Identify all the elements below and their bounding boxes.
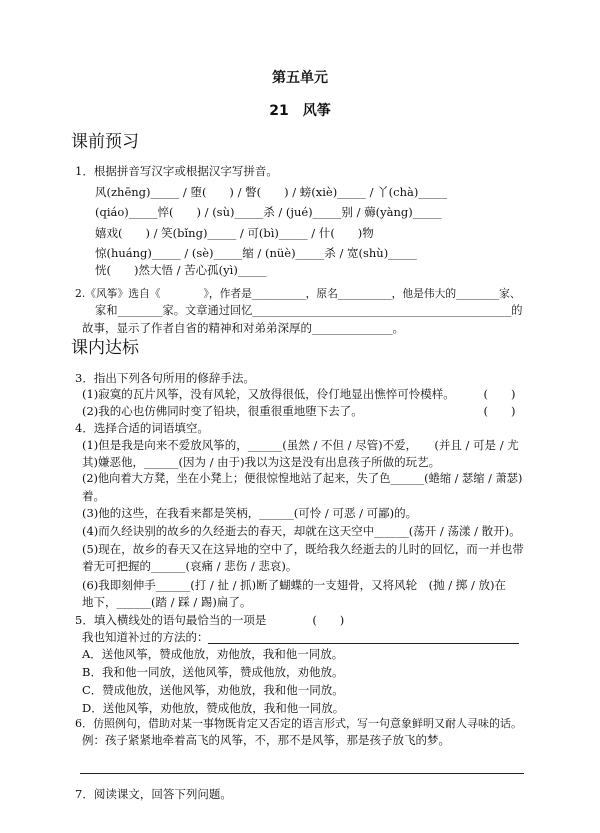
- question-5-stem: 5．填入横线处的语句最恰当的一项是 ( ): [75, 613, 345, 627]
- question-4-line: 地下，______(踏 / 踩 / 踢)扁了。: [82, 595, 252, 609]
- question-3-stem: 3．指出下列各句所用的修辞手法。: [75, 371, 255, 385]
- question-6-example: 例：孩子紧紧地牵着高飞的风筝，不，那不是风筝，那是孩子放飞的梦。: [82, 733, 450, 747]
- question-4-line: (6)我即刻伸手______(打 / 扯 / 抓)断了蝴蝶的一支翅骨，又将风轮 (抛 / 掷 / 放)在: [82, 578, 506, 592]
- question-7-stem: 7．阅读课文，回答下列问题。: [75, 787, 232, 801]
- answer-line: [80, 773, 524, 774]
- question-4-line: 着。: [82, 489, 105, 503]
- question-5-intro: 我也知道补过的方法的：: [82, 630, 209, 644]
- question-5-option: B．我和他一同放，送他风筝，赞成他放，劝他放。: [82, 665, 344, 679]
- question-3-item: (1)寂寞的瓦片风筝，没有风轮，又放得很低，伶仃地显出憔悴可怜模样。 ( ): [82, 387, 516, 401]
- question-4-line: (3)他的这些，在我看来都是笑柄，______(可怜 / 可恶 / 可鄙)的。: [82, 506, 418, 520]
- question-3-item: (2)我的心也仿佛同时变了铅块，很重很重地堕下去了。 ( ): [82, 404, 516, 418]
- question-4-line: 着无可把握的______(哀痛 / 悲伤 / 悲哀)。: [82, 559, 298, 573]
- lesson-title: 21 风筝: [269, 103, 331, 119]
- question-4-line: (4)而久经诀别的故乡的久经逝去的春天，却就在这天空中______(荡开 / 荡漾 / 散开)。: [82, 524, 521, 538]
- question-1-line: 恍( )然大悟 / 苦心孤(yì)_____: [95, 263, 267, 277]
- question-1-line: (qiáo)_____悴( ) / (sù)_____杀 / (jué)_____别 / 薅(yàng)_____: [95, 205, 442, 219]
- question-1-line: 惊(huáng)_____ / (sè)_____缩 / (nüè)_____杀 / 宽(shù)_____: [95, 246, 417, 260]
- question-2-line: 家和________家。文章通过回忆______________________________________________的: [95, 304, 523, 317]
- question-6-stem: 6．仿照例句，借助对某一事物既肯定又否定的语言形式，写一句意象鲜明又耐人寻味的话。: [75, 717, 522, 730]
- question-4-line: (2)他向着大方凳，坐在小凳上；便很惊惶地站了起来，失了色______(蜷缩 / 瑟缩 / 萧瑟): [82, 472, 523, 485]
- question-1-line: 嬉戏( ) / 笑(bǐng)_____ / 可(bì)_____ / 什( )物: [95, 226, 374, 240]
- unit-title: 第五单元: [272, 70, 328, 86]
- question-1-stem: 1．根据拼音写汉字或根据汉字写拼音。: [75, 164, 278, 178]
- question-1-line: 风(zhēng)_____ / 堕( ) / 瞥( ) / 螃(xiè)_____ / 丫(chà)_____: [95, 185, 448, 199]
- question-4-line: (1)但是我是向来不爱放风筝的，______(虽然 / 不但 / 尽管)不爱， (并且 / 可是 / 尤: [82, 438, 519, 452]
- question-5-option: D．送他风筝，劝他放，赞成他放，我和他一同放。: [82, 701, 345, 715]
- question-4-line: 其)嫌恶他，______(因为 / 由于)我以为这是没有出息孩子所做的玩艺。: [82, 455, 441, 469]
- question-2-line: 2.《风筝》选自《 》，作者是__________，原名__________，他是伟大的________家、: [75, 287, 521, 300]
- question-2-line: 故事，显示了作者自省的精神和对弟弟深厚的______________。: [82, 321, 404, 335]
- section-heading-preview: 课前预习: [71, 132, 139, 152]
- question-4-line: (5)现在，故乡的春天又在这异地的空中了，既给我久经逝去的儿时的回忆，而一并也带: [82, 542, 524, 556]
- question-5-option: A．送他风筝，赞成他放，劝他放，我和他一同放。: [82, 647, 344, 661]
- section-heading-in-class: 课内达标: [71, 338, 139, 358]
- answer-blank-line: [208, 643, 519, 644]
- question-5-option: C．赞成他放，送他风筝，劝他放，我和他一同放。: [82, 683, 344, 697]
- question-4-stem: 4．选择合适的词语填空。: [75, 421, 209, 435]
